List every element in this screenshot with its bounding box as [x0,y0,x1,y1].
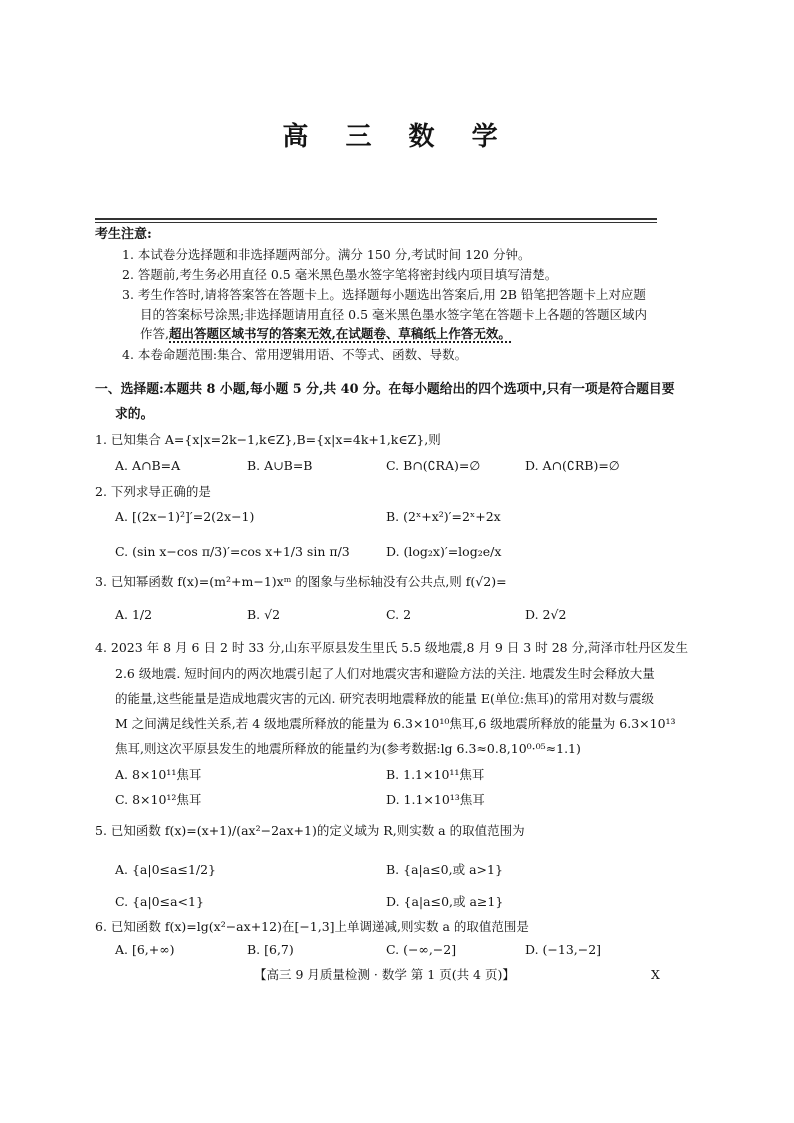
question-4-line-5: 焦耳,则这次平原县发生的地震所释放的能量约为(参考数据:lg 6.3≈0.8,10⁰·⁰⁵≈1.1) [115,741,581,756]
question-4-option-d: D. 1.1×10¹³焦耳 [386,792,485,807]
question-4-line-3: 的能量,这些能量是造成地震灾害的元凶. 研究表明地震释放的能量 E(单位:焦耳)的常用对数与震级 [115,691,654,706]
notice-item-1: 1. 本试卷分选择题和非选择题两部分。满分 150 分,考试时间 120 分钟。 [122,247,531,262]
question-5-option-b: B. {a|a≤0,或 a>1} [386,862,503,877]
section-heading-line-1: 一、选择题:本题共 8 小题,每小题 5 分,共 40 分。在每小题给出的四个选项中,只有一项是符合题目要 [95,382,675,397]
question-4-option-b: B. 1.1×10¹¹焦耳 [386,767,485,782]
question-6-option-d: D. (−13,−2] [525,942,602,957]
notice-item-2: 2. 答题前,考生务必用直径 0.5 毫米黑色墨水签字笔将密封线内项目填写清楚。 [122,267,558,282]
notice-heading: 考生注意: [95,227,152,242]
question-2-option-b: B. (2ˣ+x²)′=2ˣ+2x [386,509,501,524]
question-1-option-d: D. A∩(∁RB)=∅ [525,458,620,473]
question-3-option-a: A. 1/2 [115,607,153,622]
question-5-option-a: A. {a|0≤a≤1/2} [115,862,217,877]
header-rule-thin [95,222,657,223]
page-footer: 【高三 9 月质量检测 · 数学 第 1 页(共 4 页)】 [254,967,515,982]
question-1-option-b: B. A∪B=B [247,458,313,473]
question-3-stem: 3. 已知幂函数 f(x)=(m²+m−1)xᵐ 的图象与坐标轴没有公共点,则 f(√2)= [95,574,507,589]
question-4-line-1: 4. 2023 年 8 月 6 日 2 时 33 分,山东平原县发生里氏 5.5 级地震,8 月 9 日 3 时 28 分,菏泽市牡丹区发生 [95,640,689,655]
question-4-option-a: A. 8×10¹¹焦耳 [115,767,202,782]
header-rule-thick [95,218,657,220]
question-2-stem: 2. 下列求导正确的是 [95,484,211,499]
question-1-option-a: A. A∩B=A [115,458,181,473]
question-4-line-2: 2.6 级地震. 短时间内的两次地震引起了人们对地震灾害和避险方法的关注. 地震发生时会释放大量 [115,666,655,681]
question-1-option-c: C. B∩(∁RA)=∅ [386,458,481,473]
section-heading-line-2: 求的。 [115,407,154,422]
question-5-option-c: C. {a|0≤a<1} [115,894,204,909]
question-6-option-c: C. (−∞,−2] [386,942,457,957]
question-2-option-c: C. (sin x−cos π/3)′=cos x+1/3 sin π/3 [115,544,350,559]
notice-item-3-cont: 目的答案标号涂黑;非选择题请用直径 0.5 毫米黑色墨水签字笔在答题卡上各题的答题区域内 [140,307,648,322]
question-5-option-d: D. {a|a≤0,或 a≥1} [386,894,504,909]
question-4-line-4: M 之间满足线性关系,若 4 级地震所释放的能量为 6.3×10¹⁰焦耳,6 级地震所释放的能量为 6.3×10¹³ [115,716,676,731]
page-title: 高 三 数 学 [282,122,512,152]
question-3-option-d: D. 2√2 [525,607,567,622]
question-3-option-c: C. 2 [386,607,412,622]
notice-item-4: 4. 本卷命题范围:集合、常用逻辑用语、不等式、函数、导数。 [122,347,468,362]
question-5-stem: 5. 已知函数 f(x)=(x+1)/(ax²−2ax+1)的定义域为 R,则实数 a 的取值范围为 [95,823,525,838]
notice-item-3-tail [140,325,511,342]
question-6-option-a: A. [6,+∞) [115,942,175,957]
question-6-stem: 6. 已知函数 f(x)=lg(x²−ax+12)在[−1,3]上单调递减,则实数 a 的取值范围是 [95,919,529,934]
page-footer-mark: X [651,967,660,982]
question-1-stem: 1. 已知集合 A={x|x=2k−1,k∈Z},B={x|x=4k+1,k∈Z},则 [95,432,441,447]
notice-item-3: 3. 考生作答时,请将答案答在答题卡上。选择题每小题选出答案后,用 2B 铅笔把答题卡上对应题 [122,287,646,302]
question-2-option-d: D. (log₂x)′=log₂e/x [386,544,502,559]
notice-emphasis: 超出答题区域书写的答案无效,在试题卷、草稿纸上作答无效。 [168,326,511,341]
notice-item-3-tail-start: 作答, [140,326,169,341]
question-4-option-c: C. 8×10¹²焦耳 [115,792,202,807]
question-2-option-a: A. [(2x−1)²]′=2(2x−1) [115,509,255,524]
question-6-option-b: B. [6,7) [247,942,294,957]
question-3-option-b: B. √2 [247,607,281,622]
